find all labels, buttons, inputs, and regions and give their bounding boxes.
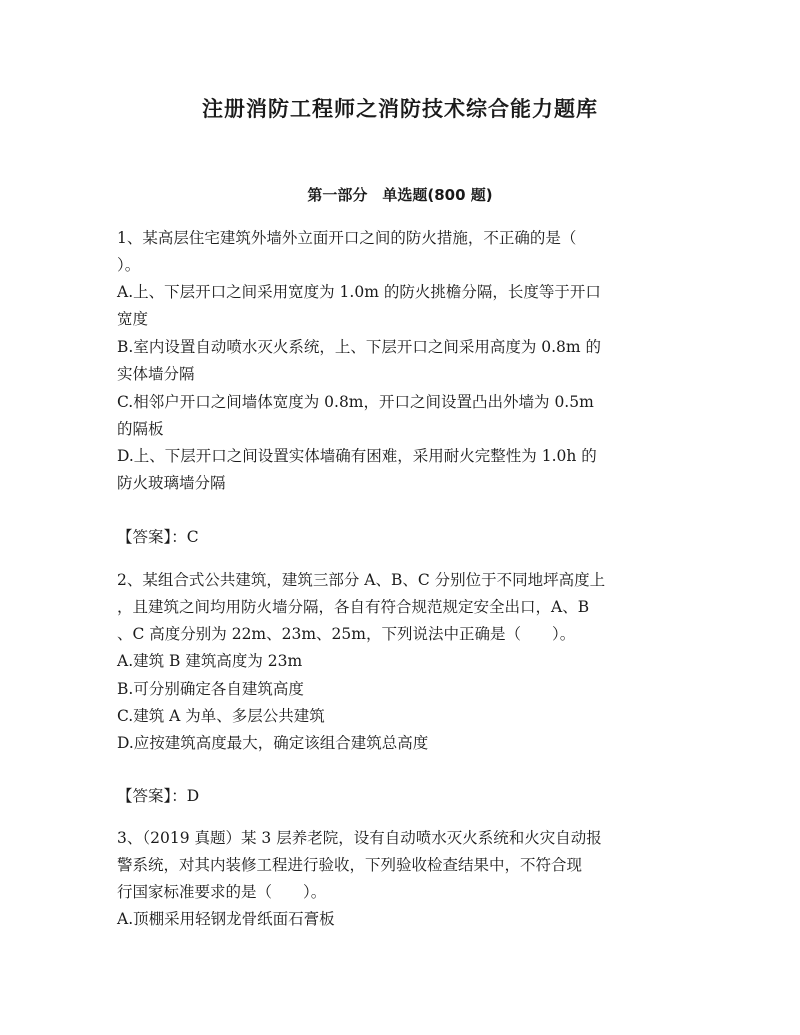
question-1-stem-line-1: 1、某高层住宅建筑外墙外立面开口之间的防火措施，不正确的是（: [117, 229, 577, 247]
question-2-option-b: B.可分别确定各自建筑高度: [117, 680, 304, 698]
document-title: 注册消防工程师之消防技术综合能力题库: [202, 97, 598, 121]
question-2-option-c: C.建筑 A 为单、多层公共建筑: [117, 707, 325, 725]
question-2-answer: 【答案】：D: [117, 787, 200, 805]
question-2-option-d: D.应按建筑高度最大，确定该组合建筑总高度: [117, 734, 429, 752]
question-2-option-a: A.建筑 B 建筑高度为 23m: [117, 652, 303, 670]
question-2-stem-line-2: ，且建筑之间均用防火墙分隔，各自有符合规范规定安全出口，A、B: [117, 598, 590, 616]
question-1-option-d-line-2: 防火玻璃墙分隔: [117, 474, 226, 492]
question-3-option-a: A.顶棚采用轻钢龙骨纸面石膏板: [117, 910, 335, 928]
question-1-option-c-line-1: C.相邻户开口之间墙体宽度为 0.8m，开口之间设置凸出外墙为 0.5m: [117, 393, 594, 411]
question-1-answer: 【答案】：C: [117, 528, 199, 546]
question-1-option-b-line-2: 实体墙分隔: [117, 365, 195, 383]
section-title: 第一部分 单选题(800 题): [307, 186, 493, 204]
question-1-option-d-line-1: D.上、下层开口之间设置实体墙确有困难，采用耐火完整性为 1.0h 的: [117, 447, 597, 465]
question-2-stem-line-3: 、C 高度分别为 22m、23m、25m，下列说法中正确是（ ）。: [117, 625, 576, 643]
question-3-stem-line-1: 3、（2019 真题）某 3 层养老院，设有自动喷水灭火系统和火灾自动报: [117, 829, 602, 847]
question-1-option-a-line-2: 宽度: [117, 310, 149, 328]
question-1-stem-line-2: ）。: [117, 256, 141, 274]
question-1-option-a-line-1: A.上、下层开口之间采用宽度为 1.0m 的防火挑檐分隔，长度等于开口: [117, 283, 601, 301]
question-3-stem-line-2: 警系统，对其内装修工程进行验收，下列验收检查结果中，不符合现: [117, 856, 583, 874]
question-2-stem-line-1: 2、某组合式公共建筑，建筑三部分 A、B、C 分别位于不同地坪高度上: [117, 571, 606, 589]
question-1-option-b-line-1: B.室内设置自动喷水灭火系统，上、下层开口之间采用高度为 0.8m 的: [117, 338, 602, 356]
question-1-option-c-line-2: 的隔板: [117, 420, 164, 438]
question-3-stem-line-3: 行国家标准要求的是（ ）。: [117, 883, 327, 901]
